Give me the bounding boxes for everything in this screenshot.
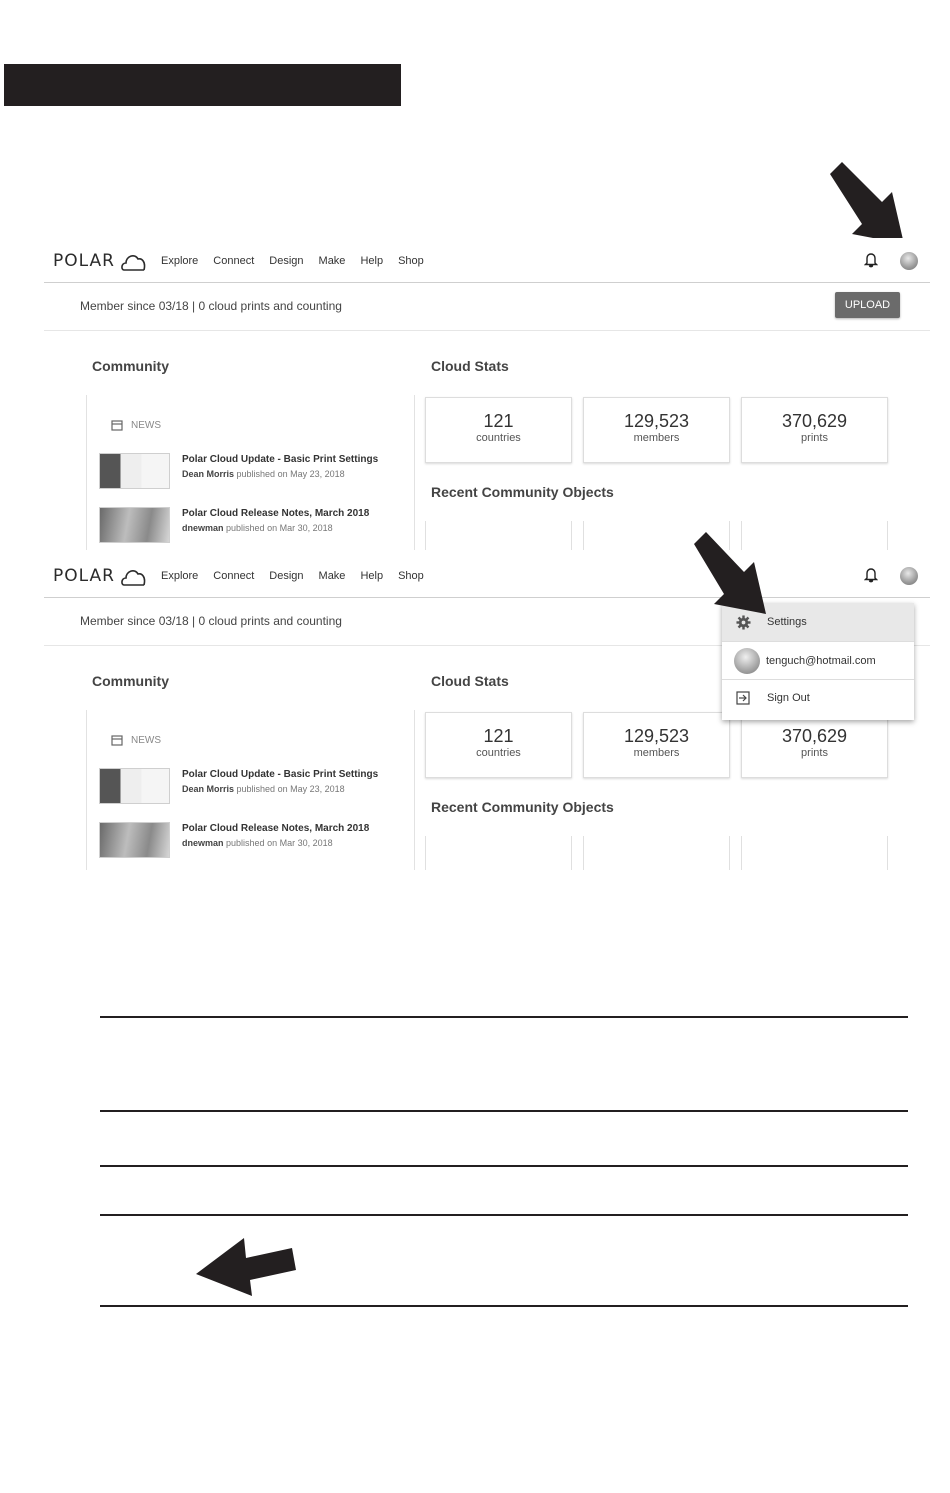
news-thumbnail (99, 453, 170, 489)
news-card (86, 710, 415, 870)
news-author: dnewman (182, 838, 224, 848)
nav-help[interactable]: Help (360, 570, 384, 582)
object-card[interactable] (425, 836, 572, 870)
cloud-stats-heading: Cloud Stats (431, 358, 509, 374)
stat-label: prints (801, 747, 828, 759)
news-author: dnewman (182, 523, 224, 533)
calendar-icon (111, 734, 123, 746)
news-item[interactable] (99, 768, 378, 804)
calendar-icon (111, 419, 123, 431)
nav-design[interactable]: Design (269, 255, 304, 267)
news-label-text: NEWS (131, 734, 161, 746)
main-menu (161, 255, 439, 267)
nav-explore[interactable]: Explore (161, 255, 199, 267)
stat-label: members (633, 432, 680, 444)
object-card[interactable] (741, 836, 888, 870)
sign-out-label: Sign Out (767, 692, 810, 704)
polar-logo[interactable] (53, 565, 147, 587)
stat-value: 370,629 (781, 411, 848, 431)
news-item[interactable] (99, 507, 369, 543)
divider-rule (100, 1110, 908, 1112)
arrow-pointer-settings (690, 530, 770, 618)
news-title[interactable]: Polar Cloud Release Notes, March 2018 (182, 823, 370, 834)
news-title[interactable]: Polar Cloud Update - Basic Print Settings (182, 454, 379, 465)
arrow-pointer-left (194, 1236, 298, 1298)
screenshot-dashboard-menu-open (44, 553, 930, 870)
recent-objects-heading: Recent Community Objects (431, 799, 614, 815)
nav-explore[interactable]: Explore (161, 570, 199, 582)
stat-members (583, 712, 730, 778)
nav-connect[interactable]: Connect (213, 255, 255, 267)
news-title[interactable]: Polar Cloud Release Notes, March 2018 (182, 508, 370, 519)
stat-label: prints (801, 432, 828, 444)
account-email-item[interactable] (722, 641, 914, 680)
news-title[interactable]: Polar Cloud Update - Basic Print Settings (182, 769, 379, 780)
header-black-bar (4, 64, 401, 106)
nav-make[interactable]: Make (318, 255, 346, 267)
news-date: published on Mar 30, 2018 (226, 838, 333, 848)
main-menu (161, 570, 439, 582)
stat-value: 121 (483, 411, 514, 431)
news-item[interactable] (99, 822, 369, 858)
stat-value: 370,629 (781, 726, 848, 746)
divider-rule (100, 1305, 908, 1307)
settings-label: Settings (767, 616, 807, 628)
news-date: published on May 23, 2018 (236, 469, 345, 479)
nav-shop[interactable]: Shop (398, 570, 424, 582)
stat-countries (425, 712, 572, 778)
avatar-icon[interactable] (900, 567, 918, 585)
stat-prints (741, 397, 888, 463)
recent-objects-heading: Recent Community Objects (431, 484, 614, 500)
screenshot-dashboard (44, 238, 930, 550)
top-nav (44, 553, 930, 598)
divider-rule (100, 1214, 908, 1216)
news-thumbnail (99, 822, 170, 858)
member-info: Member since 03/18 | 0 cloud prints and counting (80, 614, 342, 628)
stat-value: 129,523 (623, 726, 690, 746)
logo-text: POLAR (53, 251, 115, 271)
sign-out-menu-item[interactable] (722, 679, 914, 717)
nav-design[interactable]: Design (269, 570, 304, 582)
nav-help[interactable]: Help (360, 255, 384, 267)
community-heading: Community (92, 673, 169, 689)
stat-prints (741, 712, 888, 778)
news-thumbnail (99, 768, 170, 804)
cloud-logo-icon (121, 250, 147, 272)
logo-text: POLAR (53, 566, 115, 586)
member-info: Member since 03/18 | 0 cloud prints and counting (80, 299, 342, 313)
email-label: tenguch@hotmail.com (766, 654, 876, 667)
stat-countries (425, 397, 572, 463)
object-card[interactable] (583, 836, 730, 870)
divider-rule (100, 1165, 908, 1167)
news-item[interactable] (99, 453, 378, 489)
nav-connect[interactable]: Connect (213, 570, 255, 582)
news-label-text: NEWS (131, 419, 161, 431)
news-date: published on May 23, 2018 (236, 784, 345, 794)
top-nav (44, 238, 930, 283)
stat-members (583, 397, 730, 463)
stat-value: 121 (483, 726, 514, 746)
news-label (111, 734, 161, 746)
account-dropdown (722, 603, 914, 720)
polar-logo[interactable] (53, 250, 147, 272)
nav-make[interactable]: Make (318, 570, 346, 582)
news-author: Dean Morris (182, 784, 235, 794)
divider-rule (100, 1016, 908, 1018)
avatar-icon[interactable] (900, 252, 918, 270)
bell-icon[interactable] (864, 567, 878, 583)
stat-label: members (633, 747, 680, 759)
upload-button[interactable]: UPLOAD (835, 292, 900, 318)
news-date: published on Mar 30, 2018 (226, 523, 333, 533)
cloud-logo-icon (121, 565, 147, 587)
sign-out-icon (736, 691, 750, 705)
bell-icon[interactable] (864, 252, 878, 268)
stat-value: 129,523 (623, 411, 690, 431)
arrow-pointer-avatar (826, 160, 908, 248)
stat-label: countries (476, 747, 521, 759)
cloud-stats-heading: Cloud Stats (431, 673, 509, 689)
divider (44, 330, 930, 331)
stat-label: countries (476, 432, 521, 444)
community-heading: Community (92, 358, 169, 374)
news-author: Dean Morris (182, 469, 235, 479)
object-card[interactable] (425, 521, 572, 550)
news-card (86, 395, 415, 550)
nav-shop[interactable]: Shop (398, 255, 424, 267)
news-thumbnail (99, 507, 170, 543)
news-label (111, 419, 161, 431)
avatar-icon (734, 648, 760, 674)
